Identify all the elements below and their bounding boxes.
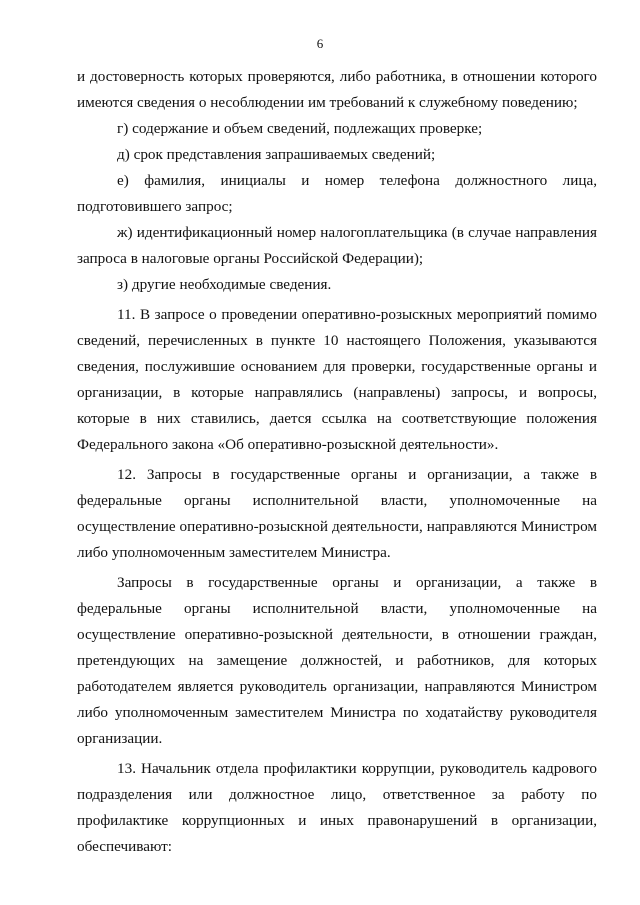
- page-number: 6: [316, 36, 324, 51]
- list-item-d: д) срок представления запрашиваемых сведений;: [117, 146, 436, 163]
- paragraph-11: 11. В запросе о проведении оперативно-розыскных мероприятий помимо сведений, перечисленных в пункте 10 настоящего Положения, указываются сведения, послужившие основанием для проверки, государственные органы и организации, в которые направлялись (направлены) запросы, и вопросы, которые в них ставились, дается ссылка на соответствующие положения Федерального закона «Об оперативно-розыскной деятельности».: [77, 306, 597, 453]
- list-item-z: з) другие необходимые сведения.: [117, 276, 332, 293]
- list-item-zh: ж) идентификационный номер налогоплательщика (в случае направления запроса в налоговые органы Российской Федерации);: [77, 224, 597, 267]
- paragraph-continuation: и достоверность которых проверяются, либо работника, в отношении которого имеются сведения о несоблюдении им требований к служебному поведению;: [77, 68, 597, 111]
- list-item-e: е) фамилия, инициалы и номер телефона должностного лица, подготовившего запрос;: [77, 172, 597, 215]
- paragraph-12-continued: Запросы в государственные органы и организации, а также в федеральные органы исполнительной власти, уполномоченные на осуществление оперативно-розыскной деятельности, в отношении граждан, претендующих на замещение должностей, и работников, для которых работодателем является руководитель организации, направляются Министром либо уполномоченным заместителем Министра по ходатайству руководителя организации.: [77, 574, 597, 747]
- document-body: [77, 64, 597, 860]
- list-item-g: г) содержание и объем сведений, подлежащих проверке;: [117, 120, 483, 137]
- paragraph-12: 12. Запросы в государственные органы и организации, а также в федеральные органы исполнительной власти, уполномоченные на осуществление оперативно-розыскной деятельности, направляются Министром либо уполномоченным заместителем Министра.: [77, 466, 597, 561]
- paragraph-13: 13. Начальник отдела профилактики коррупции, руководитель кадрового подразделения или должностное лицо, ответственное за работу по профилактике коррупционных и иных правонарушений в организации, обеспечивают:: [77, 760, 597, 855]
